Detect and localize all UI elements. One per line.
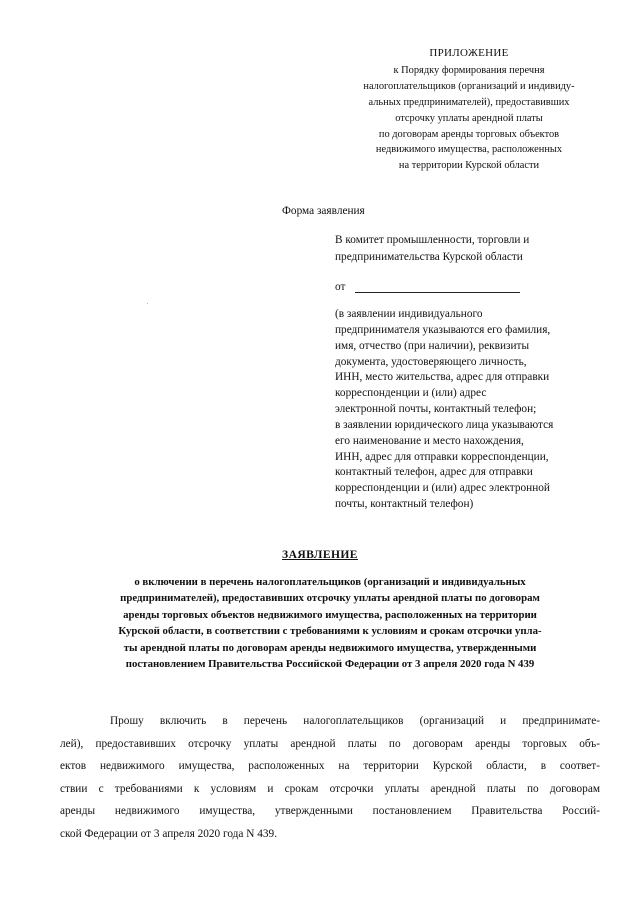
body-line: аренды недвижимого имущества, утвержденными постановлением Правительства Россий- <box>60 805 600 818</box>
appendix-line: на территории Курской области <box>398 160 540 172</box>
appendix-line: налогоплательщиков (организаций и индивиду- <box>363 80 575 92</box>
note-line: предпринимателя указываются его фамилия, <box>335 323 551 336</box>
subject-line: аренды торговых объектов недвижимого имущества, расположенных на территории <box>123 608 537 621</box>
body-line: ской Федерации от 3 апреля 2020 года N 439. <box>60 827 278 840</box>
scan-speck <box>147 303 148 304</box>
subject-line: ты арендной платы по договорам аренды недвижимого имущества, утвержденными <box>123 641 537 654</box>
document-title: ЗАЯВЛЕНИЕ <box>282 548 358 561</box>
note-line: имя, отчество (при наличии), реквизиты <box>335 339 530 352</box>
note-line: корреспонденции и (или) адрес электронной <box>335 482 550 495</box>
appendix-line: недвижимого имущества, расположенных <box>375 144 563 156</box>
note-line: ИНН, место жительства, адрес для отправки <box>335 371 550 384</box>
appendix-block <box>300 46 638 174</box>
appendix-line: отсрочку уплаты арендной платы <box>395 112 543 124</box>
form-label: Форма заявления <box>282 205 365 217</box>
appendix-heading: ПРИЛОЖЕНИЕ <box>429 47 509 59</box>
from-label: от <box>335 281 346 293</box>
from-fill-line <box>355 292 520 293</box>
note-line: (в заявлении индивидуального <box>335 308 483 320</box>
note-line: контактный телефон, адрес для отправки <box>335 466 533 479</box>
body-line: лей), предоставивших отсрочку уплаты арендной платы по договорам аренды торговых объ- <box>60 737 600 750</box>
note-line: документа, удостоверяющего личность, <box>335 355 527 368</box>
body-line: ствии с требованиями к условиям и срокам отсрочки уплаты арендной платы по договорам <box>60 782 600 795</box>
note-line: почты, контактный телефон) <box>335 498 474 511</box>
addressee-line: предпринимательства Курской области <box>335 251 523 263</box>
subject-line: о включении в перечень налогоплательщиков (организаций и индивидуальных <box>134 576 526 588</box>
note-line: его наименование и место нахождения, <box>335 434 524 447</box>
addressee-line: В комитет промышленности, торговли и <box>335 234 530 246</box>
body-line: ектов недвижимого имущества, расположенных на территории Курской области, в соответ- <box>60 760 600 773</box>
request-paragraph <box>60 710 600 846</box>
addressee-block <box>335 232 529 266</box>
from-row <box>335 280 535 298</box>
appendix-line: альных предпринимателей), предоставивших <box>368 96 570 108</box>
note-line: электронной почты, контактный телефон; <box>335 403 537 416</box>
appendix-line: к Порядку формирования перечня <box>393 64 545 76</box>
note-line: в заявлении юридического лица указываются <box>335 418 554 431</box>
subject-line: постановлением Правительства Российской Федерации от 3 апреля 2020 года N 439 <box>125 658 535 671</box>
body-line: Прошу включить в перечень налогоплательщиков (организаций и предпринимате- <box>110 715 600 727</box>
subject-line: Курской области, в соответствии с требованиями к условиям и срокам отсрочки упла- <box>118 625 542 638</box>
appendix-line: по договорам аренды торговых объектов <box>378 128 560 140</box>
note-line: корреспонденции и (или) адрес <box>335 387 487 400</box>
instruction-note <box>335 307 553 513</box>
subject-block <box>60 574 600 672</box>
note-line: ИНН, адрес для отправки корреспонденции, <box>335 450 549 463</box>
subject-line: предпринимателей), предоставивших отсрочку уплаты арендной платы по договорам <box>120 592 540 605</box>
